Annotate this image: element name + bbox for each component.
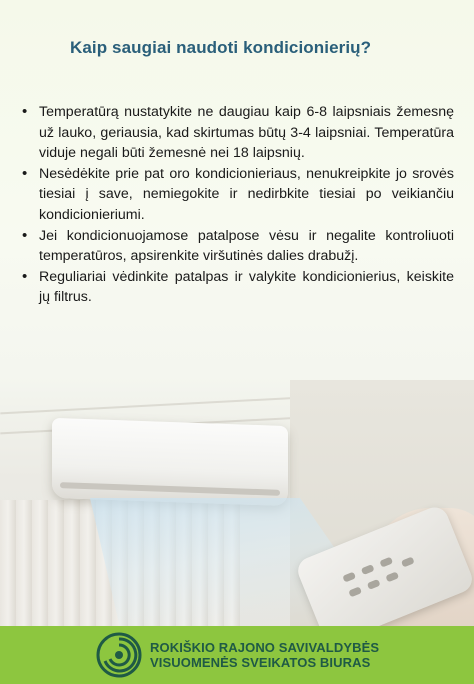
air-conditioner-unit-image — [52, 418, 288, 506]
list-item — [22, 102, 454, 164]
air-vent — [60, 482, 280, 496]
bullet-icon: • — [22, 267, 28, 285]
advice-list — [22, 102, 454, 308]
organization-line-1: ROKIŠKIO RAJONO SAVIVALDYBĖS — [150, 640, 380, 655]
list-item — [22, 267, 454, 308]
list-item — [22, 164, 454, 226]
remote-button — [385, 571, 399, 582]
organization-name — [150, 640, 450, 670]
list-item-text: Temperatūrą nustatykite ne daugiau kaip 6-8 laipsniais žemesnę už lauko, geriausia, kad skirtumas būtų 3-4 laipsniai. Temperatūra viduje negali būti žemesnė nei 18 laipsnių. — [39, 104, 454, 162]
list-item-text: Reguliariai vėdinkite patalpas ir valykite kondicionierius, keiskite jų filtrus. — [39, 268, 454, 306]
page-title: Kaip saugiai naudoti kondicionierių? — [70, 38, 372, 57]
remote-button — [348, 586, 362, 597]
footer-bar — [0, 626, 474, 684]
bullet-icon: • — [22, 103, 28, 120]
list-item-text: Nesėdėkite prie pat oro kondicionieriaus, nenukreipkite jo srovės tiesiai į save, nemiegokite ir nedirbkite tiesiai po veikiančiu kondicionieriumi. — [39, 165, 454, 223]
organization-line-2: VISUOMENĖS SVEIKATOS BIURAS — [150, 655, 371, 670]
remote-button — [379, 557, 393, 568]
remote-button — [401, 557, 415, 568]
list-item-text: Jei kondicionuojamose patalpose vėsu ir negalite kontroliuoti temperatūros, apsirenkite viršutinės dalies drabužį. — [39, 227, 454, 265]
remote-button — [361, 564, 375, 575]
bullet-icon: • — [22, 164, 28, 182]
bullet-icon: • — [22, 226, 28, 244]
list-item — [22, 226, 454, 267]
remote-button — [342, 572, 356, 583]
remote-button — [367, 579, 381, 590]
air-conditioner-photo — [0, 380, 474, 626]
spiral-logo-icon — [95, 631, 143, 679]
